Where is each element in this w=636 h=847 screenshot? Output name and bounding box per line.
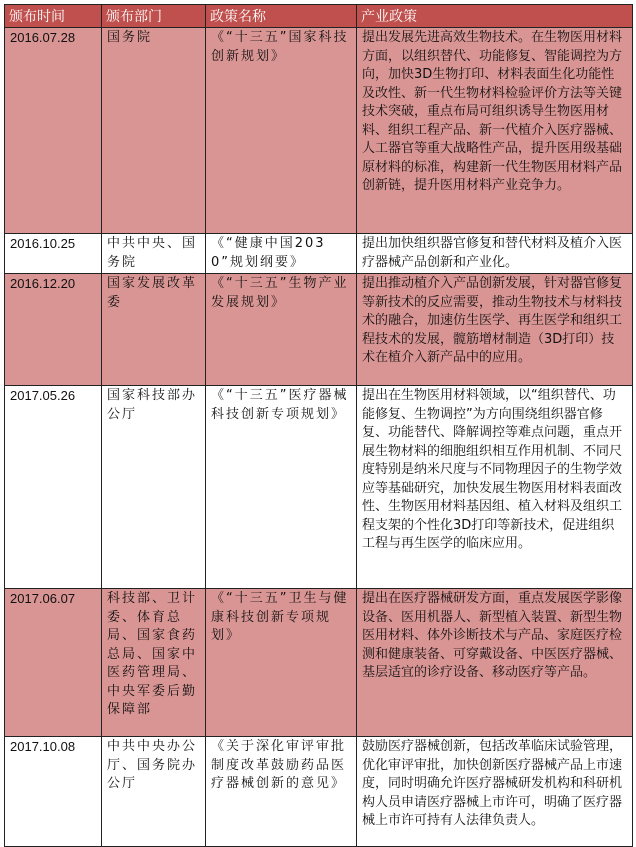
cell-date: 2017.10.08 <box>5 737 102 847</box>
cell-date: 2016.10.25 <box>5 234 102 274</box>
table-header-row <box>5 5 633 28</box>
cell-department: 中共中央办公厅、国务院办公厅 <box>102 737 206 847</box>
header-date: 颁布时间 <box>5 5 102 28</box>
header-department: 颁布部门 <box>102 5 206 28</box>
header-policy-name: 政策名称 <box>206 5 357 28</box>
cell-policy-content: 鼓励医疗器械创新，包括改革临床试验管理，优化审评审批，加快创新医疗器械产品上市速度，同时明确允许医疗器械研发机构和科研机构人员申请医疗器械上市许可，明确了医疗器械上市许可持有人法律负责人。 <box>357 737 633 847</box>
cell-policy-name: 《关于深化审评审批制度改革鼓励药品医疗器械创新的意见》 <box>206 737 357 847</box>
cell-date: 2017.06.07 <box>5 589 102 737</box>
cell-department: 国务院 <box>102 28 206 234</box>
cell-department: 中共中央、国务院 <box>102 234 206 274</box>
cell-policy-name: 《“健康中国2030”规划纲要》 <box>206 234 357 274</box>
table-row <box>5 386 633 589</box>
cell-policy-name: 《“十三五”生物产业发展规划》 <box>206 274 357 386</box>
cell-policy-name: 《“十三五”卫生与健康科技创新专项规划》 <box>206 589 357 737</box>
cell-policy-content: 提出发展先进高效生物技术。在生物医用材料方面，以组织替代、功能修复、智能调控为方向，加快3D生物打印、材料表面生化功能性及改性、新一代生物材料检验评价方法等关键技术突破，重点布局可组织诱导生物医用材料、组织工程产品、新一代植介入医疗器械、人工器官等重大战略性产品，提升医用级基础原材料的标准，构建新一代生物医用材料产品创新链，提升医用材料产业竞争力。 <box>357 28 633 234</box>
cell-policy-name: 《“十三五”医疗器械科技创新专项规划》 <box>206 386 357 589</box>
cell-department: 国家科技部办公厅 <box>102 386 206 589</box>
cell-date: 2016.07.28 <box>5 28 102 234</box>
cell-department: 国家发展改革委 <box>102 274 206 386</box>
cell-department: 科技部、卫计委、体育总局、国家食药总局、国家中医药管理局、中央军委后勤保障部 <box>102 589 206 737</box>
table-row <box>5 589 633 737</box>
header-industry-policy: 产业政策 <box>357 5 633 28</box>
table-row <box>5 274 633 386</box>
table-row <box>5 234 633 274</box>
cell-policy-content: 提出推动植介入产品创新发展，针对器官修复等新技术的反应需要，推动生物技术与材料技术的融合，加速仿生医学、再生医学和组织工程技术的发展，髋筋增材制造（3D打印）技术在植介入新产品中的应用。 <box>357 274 633 386</box>
cell-policy-name: 《“十三五”国家科技创新规划》 <box>206 28 357 234</box>
cell-policy-content: 提出在医疗器械研发方面，重点发展医学影像设备、医用机器人、新型植入装置、新型生物医用材料、体外诊断技术与产品、家庭医疗检测和健康装备、可穿戴设备、中医医疗器械、基层适宜的诊疗设备、移动医疗等产品。 <box>357 589 633 737</box>
cell-date: 2017.05.26 <box>5 386 102 589</box>
policy-table <box>4 4 633 847</box>
cell-policy-content: 提出在生物医用材料领域，以“组织替代、功能修复、生物调控”为方向围绕组织器官修复、功能替代、降解调控等难点问题，重点开展生物材料的细胞组织相互作用机制、不同尺度特别是纳米尺度与不同物理因子的生物学效应等基础研究，加快发展生物医用材料表面改性、生物医用材料基因组、植入材料及组织工程支架的个性化3D打印等新技术，促进组织工程与再生医学的临床应用。 <box>357 386 633 589</box>
cell-date: 2016.12.20 <box>5 274 102 386</box>
table-row <box>5 28 633 234</box>
cell-policy-content: 提出加快组织器官修复和替代材料及植介入医疗器械产品创新和产业化。 <box>357 234 633 274</box>
table-row <box>5 737 633 847</box>
